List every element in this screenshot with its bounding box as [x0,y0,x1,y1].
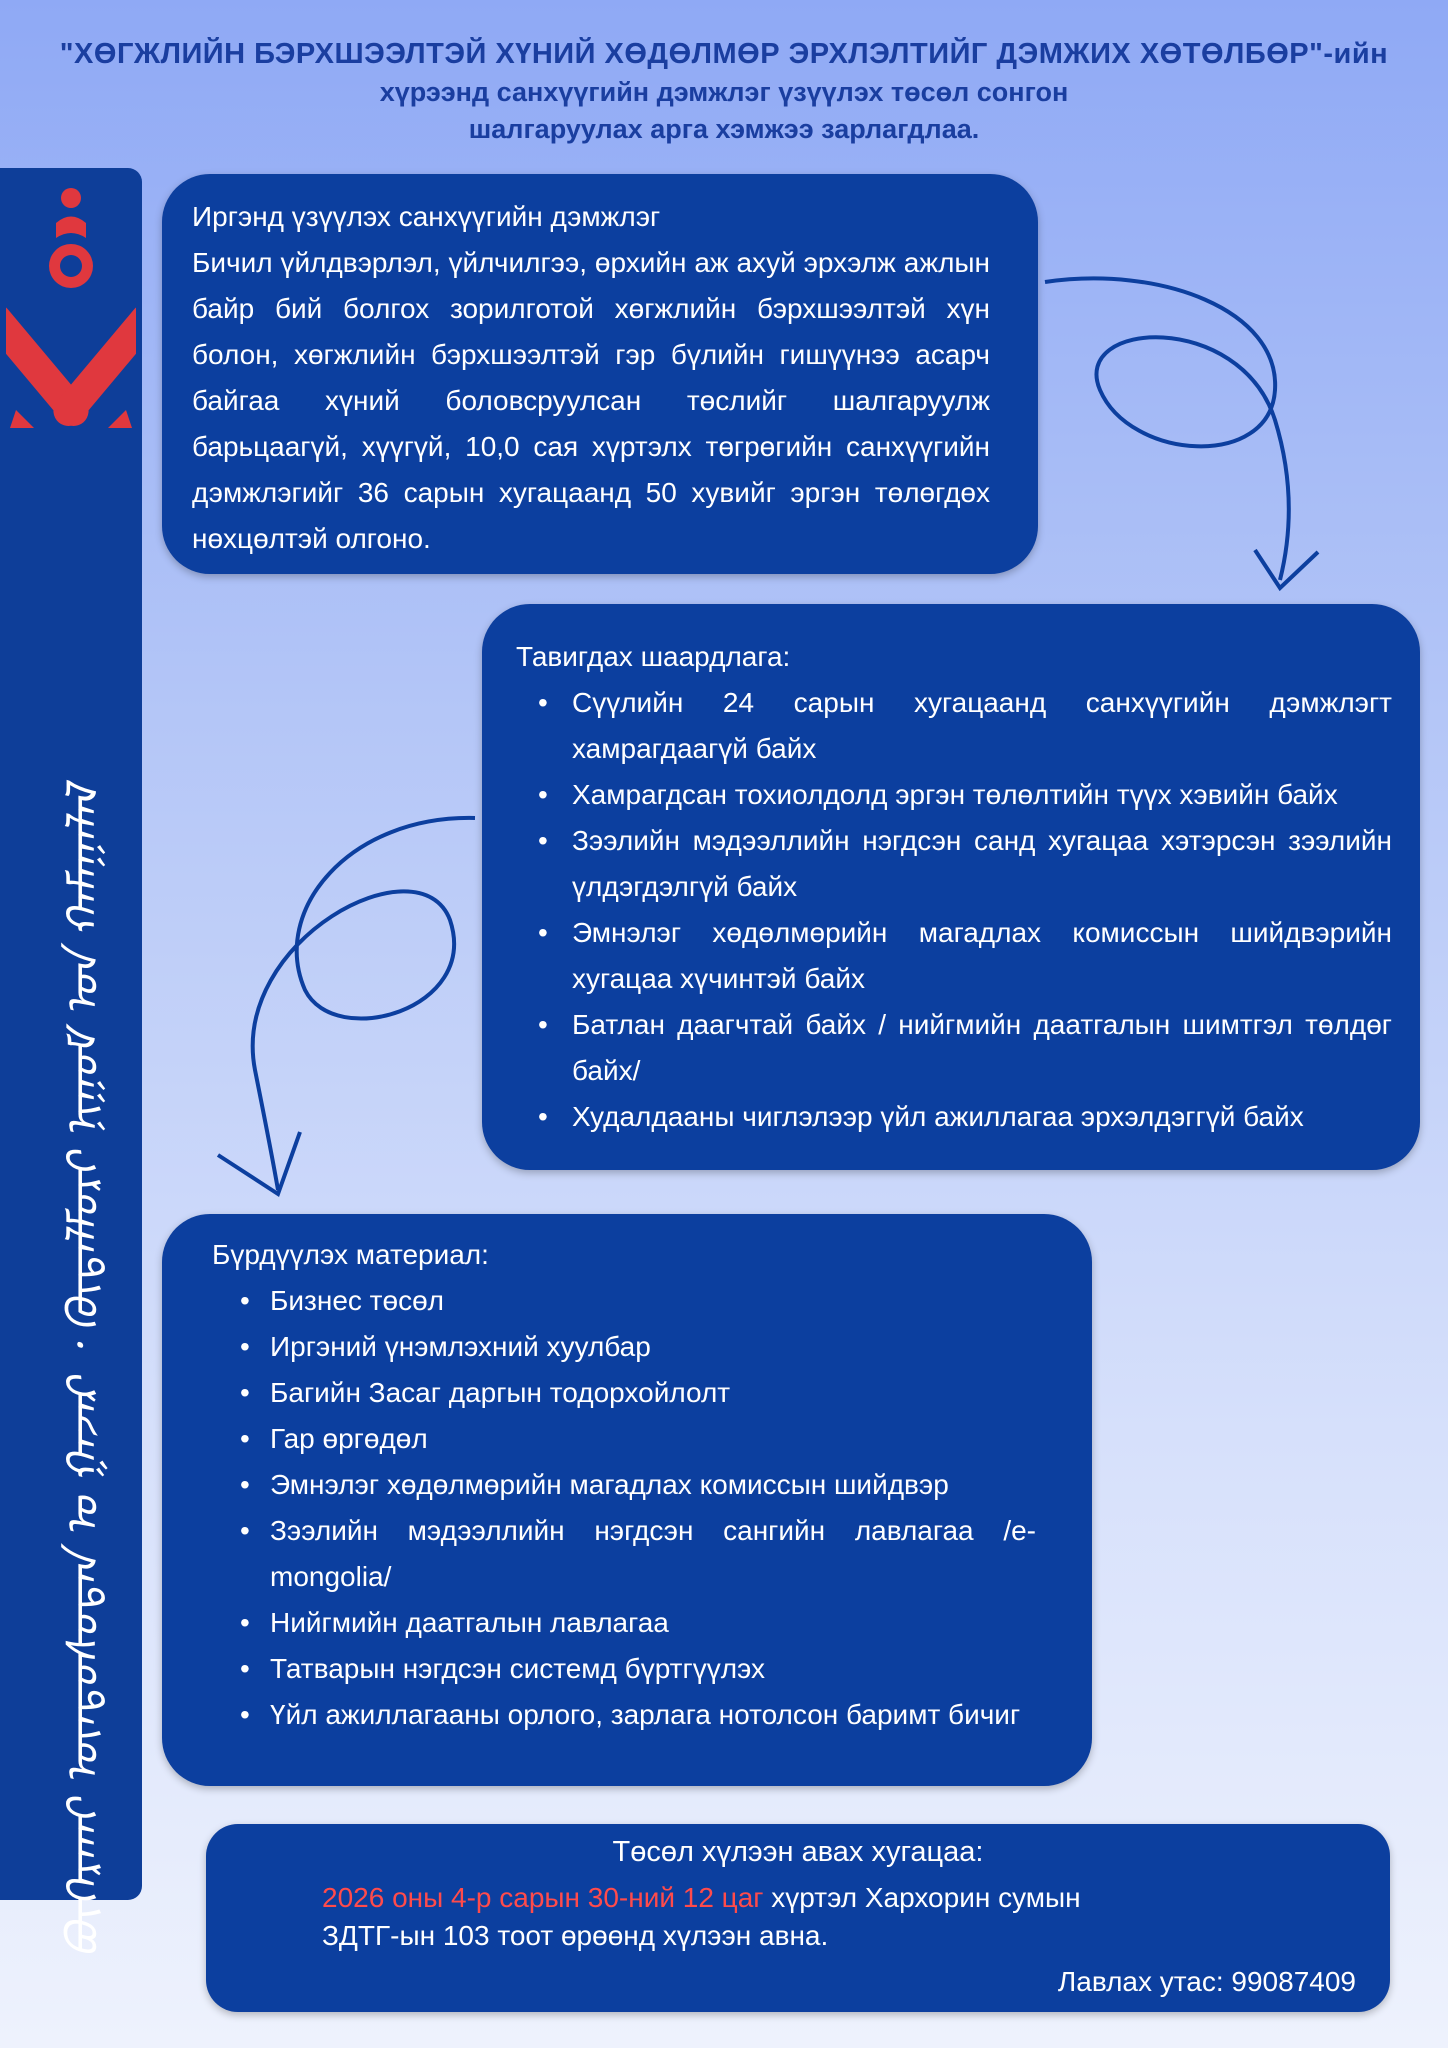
submission-deadline-box [206,1824,1390,2012]
list-item: • Татварын нэгдсэн системд бүртгүүлэх [212,1646,1036,1692]
contact-phone: Лавлах утас: 99087409 [1057,1966,1356,1997]
submission-deadline-title: Төсөл хүлээн авах хугацаа: [612,1836,984,1868]
announcement-header [0,38,1448,145]
financial-support-title: Иргэнд үзүүлэх санхүүгийн дэмжлэг [192,201,661,232]
requirements-title: Тавигдах шаардлага: [516,641,791,672]
deadline-location-text: хүртэл Хархорин сумын [763,1882,1081,1913]
materials-title: Бүрдүүлэх материал: [212,1239,489,1270]
list-item: • Үйл ажиллагааны орлого, зарлага нотолсон баримт бичиг [212,1692,1036,1738]
financial-support-box [162,174,1038,574]
materials-list [212,1278,1036,1738]
list-item: • Багийн Засаг даргын тодорхойлолт [212,1370,1036,1416]
list-item: • Иргэний үнэмлэхний хуулбар [212,1324,1036,1370]
emblem-logo-icon [6,178,136,428]
list-item: • Сүүлийн 24 сарын хугацаанд санхүүгийн дэмжлэгт хамрагдаагүй байх [516,680,1392,772]
materials-box [162,1214,1092,1786]
curved-arrow-right-icon [1040,270,1350,600]
list-item: • Нийгмийн даатгалын лавлагаа [212,1600,1036,1646]
list-item: • Батлан даагчтай байх / нийгмийн даатгалын шимтгэл төлдөг байх/ [516,1002,1392,1094]
submission-deadline-line-2: ЗДТГ-ын 103 тоот өрөөнд хүлээн авна. [322,1920,829,1951]
deadline-highlight: 2026 оны 4-р сарын 30-ний 12 цаг [322,1882,764,1913]
header-line-2: хүрээнд санхүүгийн дэмжлэг үзүүлэх төсөл сонгон [379,77,1069,107]
submission-deadline-line-1 [322,1882,1081,1914]
list-item: • Зээлийн мэдээллийн нэгдсэн сангийн лавлагаа /e-mongolia/ [212,1508,1036,1600]
list-item: • Эмнэлэг хөдөлмөрийн магадлах комиссын шийдвэрийн хугацаа хүчинтэй байх [516,910,1392,1002]
list-item: • Худалдааны чиглэлээр үйл ажиллагаа эрхэлдэггүй байх [516,1094,1392,1140]
financial-support-body: Бичил үйлдвэрлэл, үйлчилгээ, өрхийн аж ахуй эрхэлж ажлын байр бий болгох зорилготой хөгжлийн бэрхшээлтэй хүн болон, хөгжлийн бэрхшээлтэй гэр бүлийн гишүүнээ асарч байгаа хүний боловсруулсан төслийг шалгаруулж барьцаагүй, хүүгүй, 10,0 сая хүртэлх төгрөгийн санхүүгийн дэмжлэгийг 36 сарын хугацаанд 50 хувийг эргэн төлөгдөх нөхцөлтэй олгоно. [192,247,990,554]
list-item: • Гар өргөдөл [212,1416,1036,1462]
vertical-mongolian-script: ᠪᠥᠭᠡᠷᠬᠠᠢ ᠦᠨᠳᠦᠰᠦᠲᠡᠨ ᠤ ᠭᠠᠵᠠᠷ ᠂ ᠬᠥᠳᠡᠯᠮᠦᠷᠢ ᠨᠢᠭᠤᠮ ᠤᠨ ᠬᠠᠮᠠᠭᠠᠯᠠᠯ [58,785,109,1958]
list-item: • Хамрагдсан тохиолдолд эргэн төлөлтийн түүх хэвийн байх [516,772,1392,818]
list-item: • Эмнэлэг хөдөлмөрийн магадлах комиссын шийдвэр [212,1462,1036,1508]
list-item: • Зээлийн мэдээллийн нэгдсэн санд хугацаа хэтэрсэн зээлийн үлдэгдэлгүй байх [516,818,1392,910]
header-line-3: шалгаруулах арга хэмжээ зарлагдлаа. [468,114,980,144]
list-item: • Бизнес төсөл [212,1278,1036,1324]
header-line-1: "ХӨГЖЛИЙН БЭРХШЭЭЛТЭЙ ХҮНИЙ ХӨДӨЛМӨР ЭРХЛЭЛТИЙГ ДЭМЖИХ ХӨТӨЛБӨР"-ийн [59,38,1389,70]
curved-arrow-left-icon [210,810,500,1200]
sidebar-banner [0,168,142,1958]
requirements-list [516,680,1392,1140]
requirements-box [482,604,1420,1170]
